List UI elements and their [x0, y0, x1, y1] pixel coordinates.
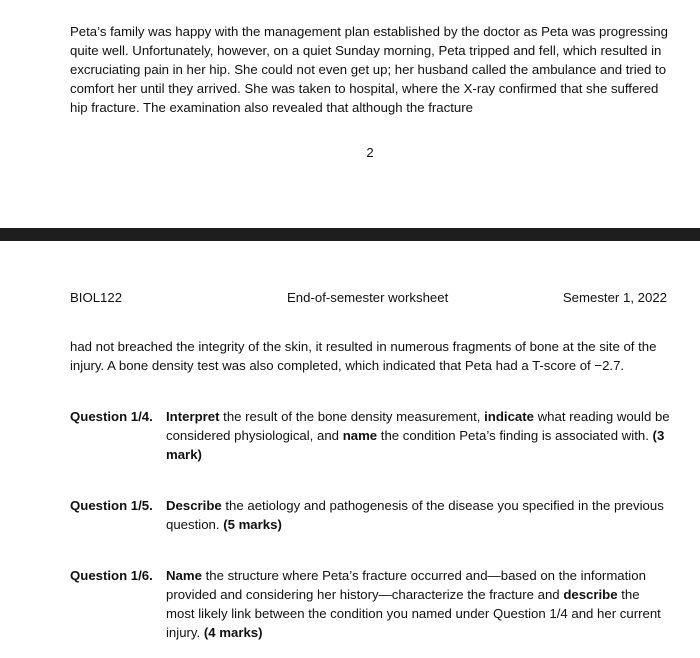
question-text-segment: the condition Peta’s finding is associated with.	[377, 428, 653, 443]
question-text-segment: the aetiology and pathogenesis of the disease you specified in the previous question.	[166, 498, 664, 532]
page-divider	[0, 228, 700, 241]
question-keyword: Describe	[166, 498, 222, 513]
header-course: BIOL122	[70, 290, 123, 305]
question-text	[166, 407, 670, 464]
question-text-segment: the result of the bone density measurement,	[219, 409, 485, 424]
page-number: 2	[366, 145, 374, 160]
question-label: Question 1/4.	[70, 409, 153, 424]
question-label: Question 1/6.	[70, 568, 153, 583]
question-keyword: indicate	[484, 409, 534, 424]
question-text	[166, 566, 670, 642]
page1-paragraph: Peta’s family was happy with the management plan established by the doctor as Peta was progressing quite well. Unfortunately, however, on a quiet Sunday morning, Peta tripped and fell, which resulted in excruciating pain in her hip. She could not even get up; her husband called the ambulance and tried to comfort her until they arrived. She was taken to hospital, where the X-ray confirmed that she suffered hip fracture. The examination also revealed that although the fracture	[70, 24, 668, 115]
question-keyword: describe	[563, 587, 618, 602]
question-keyword: (4 marks)	[203, 625, 263, 640]
question-keyword: name	[342, 428, 378, 443]
header-semester: Semester 1, 2022	[562, 290, 667, 305]
question-keyword: Name	[166, 568, 202, 583]
page2-paragraph: had not breached the integrity of the skin, it resulted in numerous fragments of bone at the site of the injury. A bone density test was also completed, which indicated that Peta had a T-score of −2.7.	[70, 339, 657, 373]
header-title: End-of-semester worksheet	[287, 290, 449, 305]
question-text-segment: the most likely link between the condition you named under Question 1/4 and her current injury.	[166, 587, 661, 640]
question-keyword: (5 marks)	[223, 517, 282, 532]
question-label: Question 1/5.	[70, 498, 153, 513]
question-text	[166, 496, 670, 534]
question-text-segment: the structure where Peta’s fracture occurred and—based on the information provided and considering her history—characterize the fracture and	[166, 568, 646, 602]
question-text-segment: what reading would be considered physiological, and	[166, 409, 670, 443]
question-keyword: (3 mark)	[166, 428, 665, 462]
question-keyword: Interpret	[166, 409, 220, 424]
